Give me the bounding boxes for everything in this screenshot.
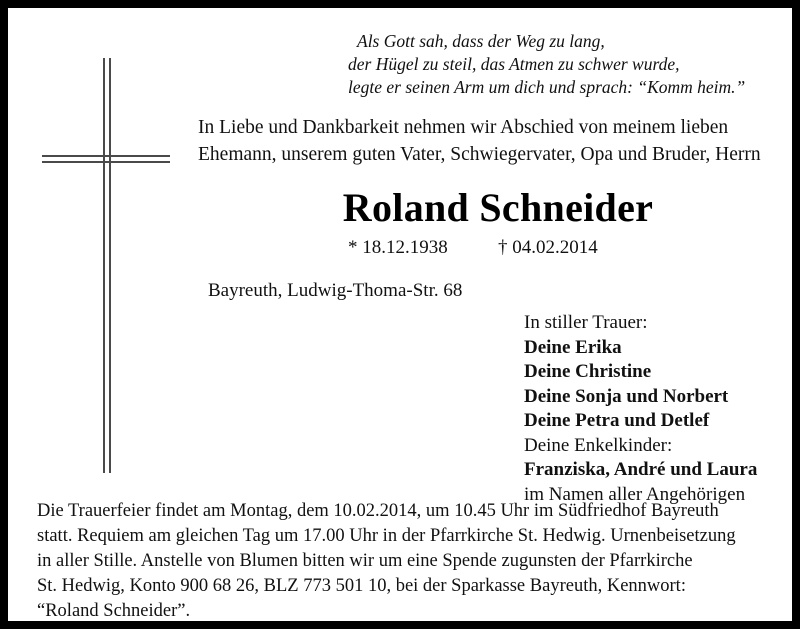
- birth-date: * 18.12.1938: [348, 237, 448, 258]
- dedication-line-2: Ehemann, unserem guten Vater, Schwiegervater, Opa und Bruder, Herrn: [198, 144, 761, 165]
- cross-horizontal-line-top: [42, 155, 170, 157]
- life-dates: [198, 236, 798, 260]
- epigraph-poem: [348, 30, 788, 99]
- mourner-line-5: Deine Enkelkinder:: [524, 434, 673, 456]
- cross-horizontal-line-bottom: [42, 161, 170, 163]
- cross-center-gap: [105, 157, 109, 161]
- poem-line-1: Als Gott sah, dass der Weg zu lang,: [357, 31, 605, 51]
- ceremony-line-4: St. Hedwig, Konto 900 68 26, BLZ 773 501 10, bei der Sparkasse Bayreuth, Kennwort:: [37, 576, 686, 596]
- ceremony-line-3: in aller Stille. Anstelle von Blumen bitten wir um eine Spende zugunsten der Pfarrkirche: [37, 551, 693, 571]
- death-date: † 04.02.2014: [498, 237, 598, 258]
- deceased-name: Roland Schneider: [342, 185, 654, 230]
- mourner-line-6: Franziska, André und Laura: [524, 459, 758, 480]
- mourner-line-3: Deine Sonja und Norbert: [524, 385, 729, 407]
- mourner-line-2: Deine Christine: [524, 361, 652, 382]
- ceremony-line-5: “Roland Schneider”.: [37, 601, 191, 621]
- mourners-list: [524, 311, 800, 507]
- notice-inner: [8, 8, 792, 621]
- mourners-heading: In stiller Trauer:: [524, 312, 648, 333]
- poem-line-3: legte er seinen Arm um dich und sprach: “Komm heim.”: [348, 77, 746, 97]
- ceremony-line-1: Die Trauerfeier findet am Montag, dem 10.02.2014, um 10.45 Uhr im Südfriedhof Bayreuth: [37, 501, 719, 521]
- ceremony-details: [37, 499, 779, 624]
- ceremony-line-2: statt. Requiem am gleichen Tag um 17.00 Uhr in der Pfarrkirche St. Hedwig. Urnenbeisetzung: [37, 526, 736, 546]
- poem-line-2: der Hügel zu steil, das Atmen zu schwer wurde,: [348, 54, 680, 74]
- cross-vertical-line-left: [103, 58, 105, 473]
- mourner-line-4: Deine Petra und Detlef: [524, 410, 710, 431]
- dedication-line-1: In Liebe und Dankbarkeit nehmen wir Abschied von meinem lieben: [198, 117, 729, 138]
- residence-address: Bayreuth, Ludwig-Thoma-Str. 68: [208, 280, 463, 301]
- dedication-text: [198, 114, 798, 168]
- mourner-line-1: Deine Erika: [524, 336, 622, 358]
- cross-vertical-line-right: [109, 58, 111, 473]
- mourner-line-7: im Namen aller Angehörigen: [524, 483, 746, 505]
- christian-cross-icon: [8, 8, 198, 478]
